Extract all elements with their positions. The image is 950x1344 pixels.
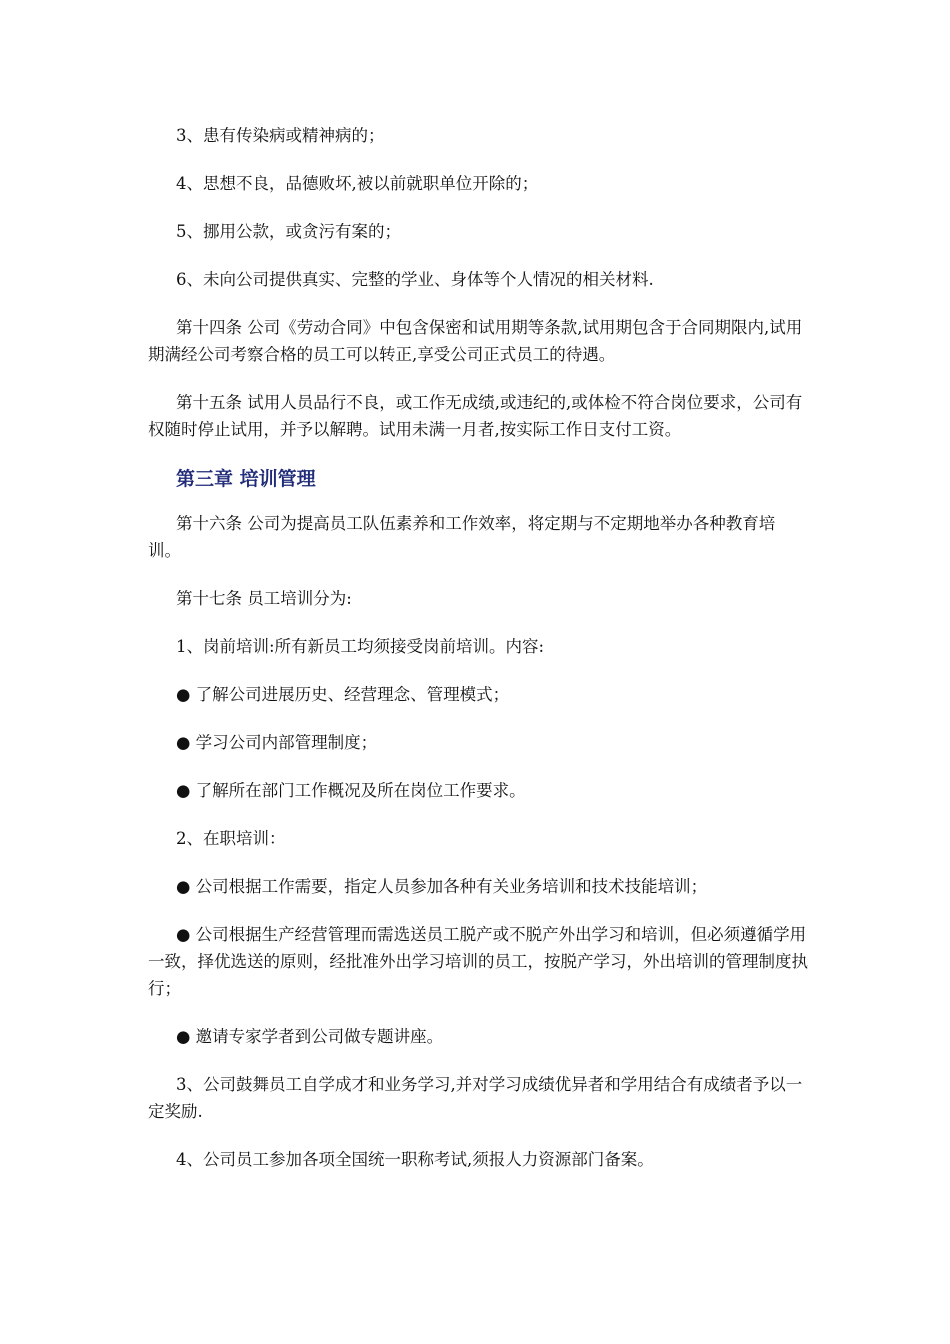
list-item: 2、在职培训： [176, 829, 286, 848]
list-item: 4、公司员工参加各项全国统一职称考试,须报人力资源部门备案。 [176, 1150, 654, 1169]
article-14: 第十四条 公司《劳动合同》中包含保密和试用期等条款,试用期包含于合同期限内,试用期满经公司考察合格的员工可以转正,享受公司正式员工的待遇。 [148, 318, 803, 364]
paragraph: 6、未向公司提供真实、完整的学业、身体等个人情况的相关材料. [176, 270, 654, 289]
list-item: 3、公司鼓舞员工自学成才和业务学习,并对学习成绩优异者和学用结合有成绩者予以一定奖励. [148, 1075, 803, 1121]
chapter-heading: 第三章 培训管理 [176, 468, 316, 490]
bullet-item: ● 邀请专家学者到公司做专题讲座。 [176, 1027, 444, 1046]
paragraph: 3、患有传染病或精神病的； [176, 126, 385, 145]
document-body [148, 122, 808, 1194]
bullet-item: ● 学习公司内部管理制度； [176, 733, 378, 752]
article-17: 第十七条 员工培训分为: [176, 589, 352, 608]
article-16: 第十六条 公司为提高员工队伍素养和工作效率，将定期与不定期地举办各种教育培训。 [148, 514, 776, 560]
bullet-item: ● 了解所在部门工作概况及所在岗位工作要求。 [176, 781, 526, 800]
article-15: 第十五条 试用人员品行不良，或工作无成绩,或违纪的,或体检不符合岗位要求，公司有权随时停止试用，并予以解聘。试用未满一月者,按实际工作日支付工资。 [148, 393, 803, 439]
bullet-item: ● 了解公司进展历史、经营理念、管理模式； [176, 685, 510, 704]
list-item: 1、岗前培训:所有新员工均须接受岗前培训。内容: [176, 637, 545, 656]
paragraph: 4、思想不良，品德败坏,被以前就职单位开除的； [176, 174, 539, 193]
bullet-item: ● 公司根据生产经营管理而需选送员工脱产或不脱产外出学习和培训，但必须遵循学用一致，择优选送的原则，经批准外出学习培训的员工，按脱产学习，外出培训的管理制度执行； [148, 925, 808, 998]
bullet-item: ● 公司根据工作需要，指定人员参加各种有关业务培训和技术技能培训； [176, 877, 708, 896]
paragraph: 5、挪用公款，或贪污有案的； [176, 222, 401, 241]
